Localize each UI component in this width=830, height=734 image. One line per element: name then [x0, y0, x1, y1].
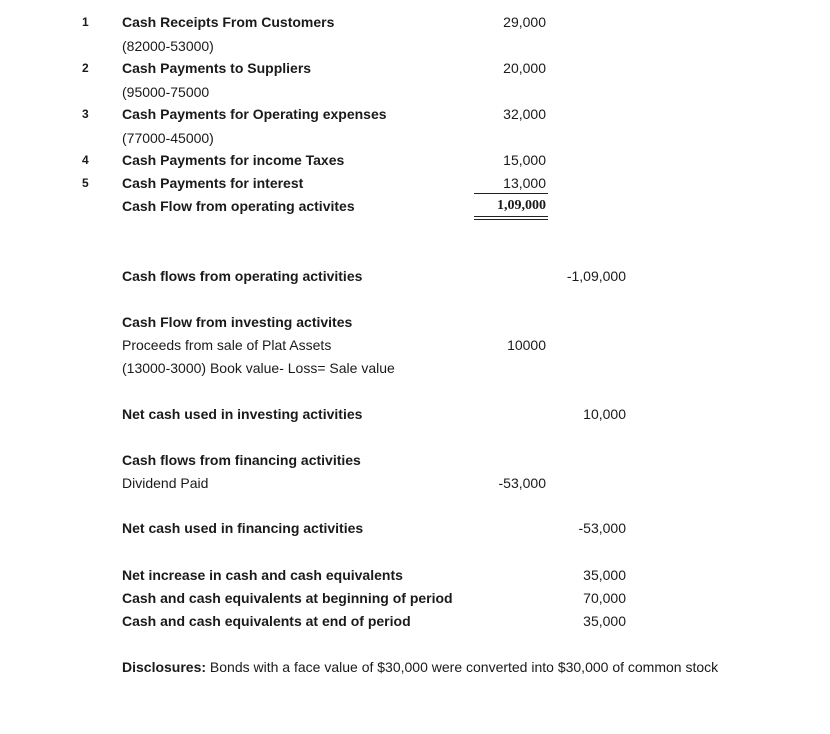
net-increase-amount: 35,000	[583, 567, 626, 583]
plant-assets-sale-label: Proceeds from sale of Plat Assets	[122, 337, 332, 353]
dividend-paid-label: Dividend Paid	[122, 475, 209, 491]
row-index-1: 1	[82, 15, 89, 29]
payments-opex-label: Cash Payments for Operating expenses	[122, 106, 387, 122]
net-financing-amount: -53,000	[578, 520, 626, 536]
total-double-rule-bottom	[474, 219, 548, 220]
dividend-paid-amount: -53,000	[498, 475, 546, 491]
payments-suppliers-amount: 20,000	[503, 60, 546, 76]
net-increase-label: Net increase in cash and cash equivalents	[122, 567, 403, 583]
subtotal-rule	[474, 193, 548, 194]
cash-flow-operating-total-amount: 1,09,000	[497, 198, 546, 213]
payments-opex-amount: 32,000	[503, 106, 546, 122]
net-investing-amount: 10,000	[583, 406, 626, 422]
investing-heading: Cash Flow from investing activites	[122, 314, 353, 330]
row-index-3: 3	[82, 107, 89, 121]
payments-suppliers-label: Cash Payments to Suppliers	[122, 60, 312, 76]
plant-assets-sale-amount: 10000	[507, 337, 546, 353]
ending-cash-label: Cash and cash equivalents at end of period	[122, 613, 411, 629]
row-index-2: 2	[82, 61, 89, 75]
cash-flow-operating-total-label: Cash Flow from operating activites	[122, 198, 355, 214]
payments-interest-label: Cash Payments for interest	[122, 175, 304, 191]
payments-suppliers-detail: (95000-75000	[122, 84, 210, 100]
operating-activities-amount: -1,09,000	[566, 268, 626, 284]
row-index-5: 5	[82, 176, 89, 190]
payments-tax-label: Cash Payments for income Taxes	[122, 152, 345, 168]
financing-heading: Cash flows from financing activities	[122, 452, 361, 468]
disclosures-note	[122, 658, 718, 676]
disclosures-text: Bonds with a face value of $30,000 were converted into $30,000 of common stock	[206, 659, 719, 675]
plant-assets-sale-note: (13000-3000) Book value- Loss= Sale value	[122, 360, 395, 376]
operating-activities-label: Cash flows from operating activities	[122, 268, 363, 284]
net-investing-label: Net cash used in investing activities	[122, 406, 363, 422]
net-financing-label: Net cash used in financing activities	[122, 520, 364, 536]
ending-cash-amount: 35,000	[583, 613, 626, 629]
cash-receipts-amount: 29,000	[503, 14, 546, 30]
beginning-cash-label: Cash and cash equivalents at beginning of period	[122, 590, 453, 606]
cash-receipts-label: Cash Receipts From Customers	[122, 14, 335, 30]
disclosures-label: Disclosures:	[122, 659, 207, 675]
payments-tax-amount: 15,000	[503, 152, 546, 168]
cash-receipts-detail: (82000-53000)	[122, 38, 214, 54]
payments-opex-detail: (77000-45000)	[122, 130, 214, 146]
row-index-4: 4	[82, 153, 89, 167]
total-double-rule-top	[474, 216, 548, 217]
payments-interest-amount: 13,000	[503, 175, 546, 191]
beginning-cash-amount: 70,000	[583, 590, 626, 606]
